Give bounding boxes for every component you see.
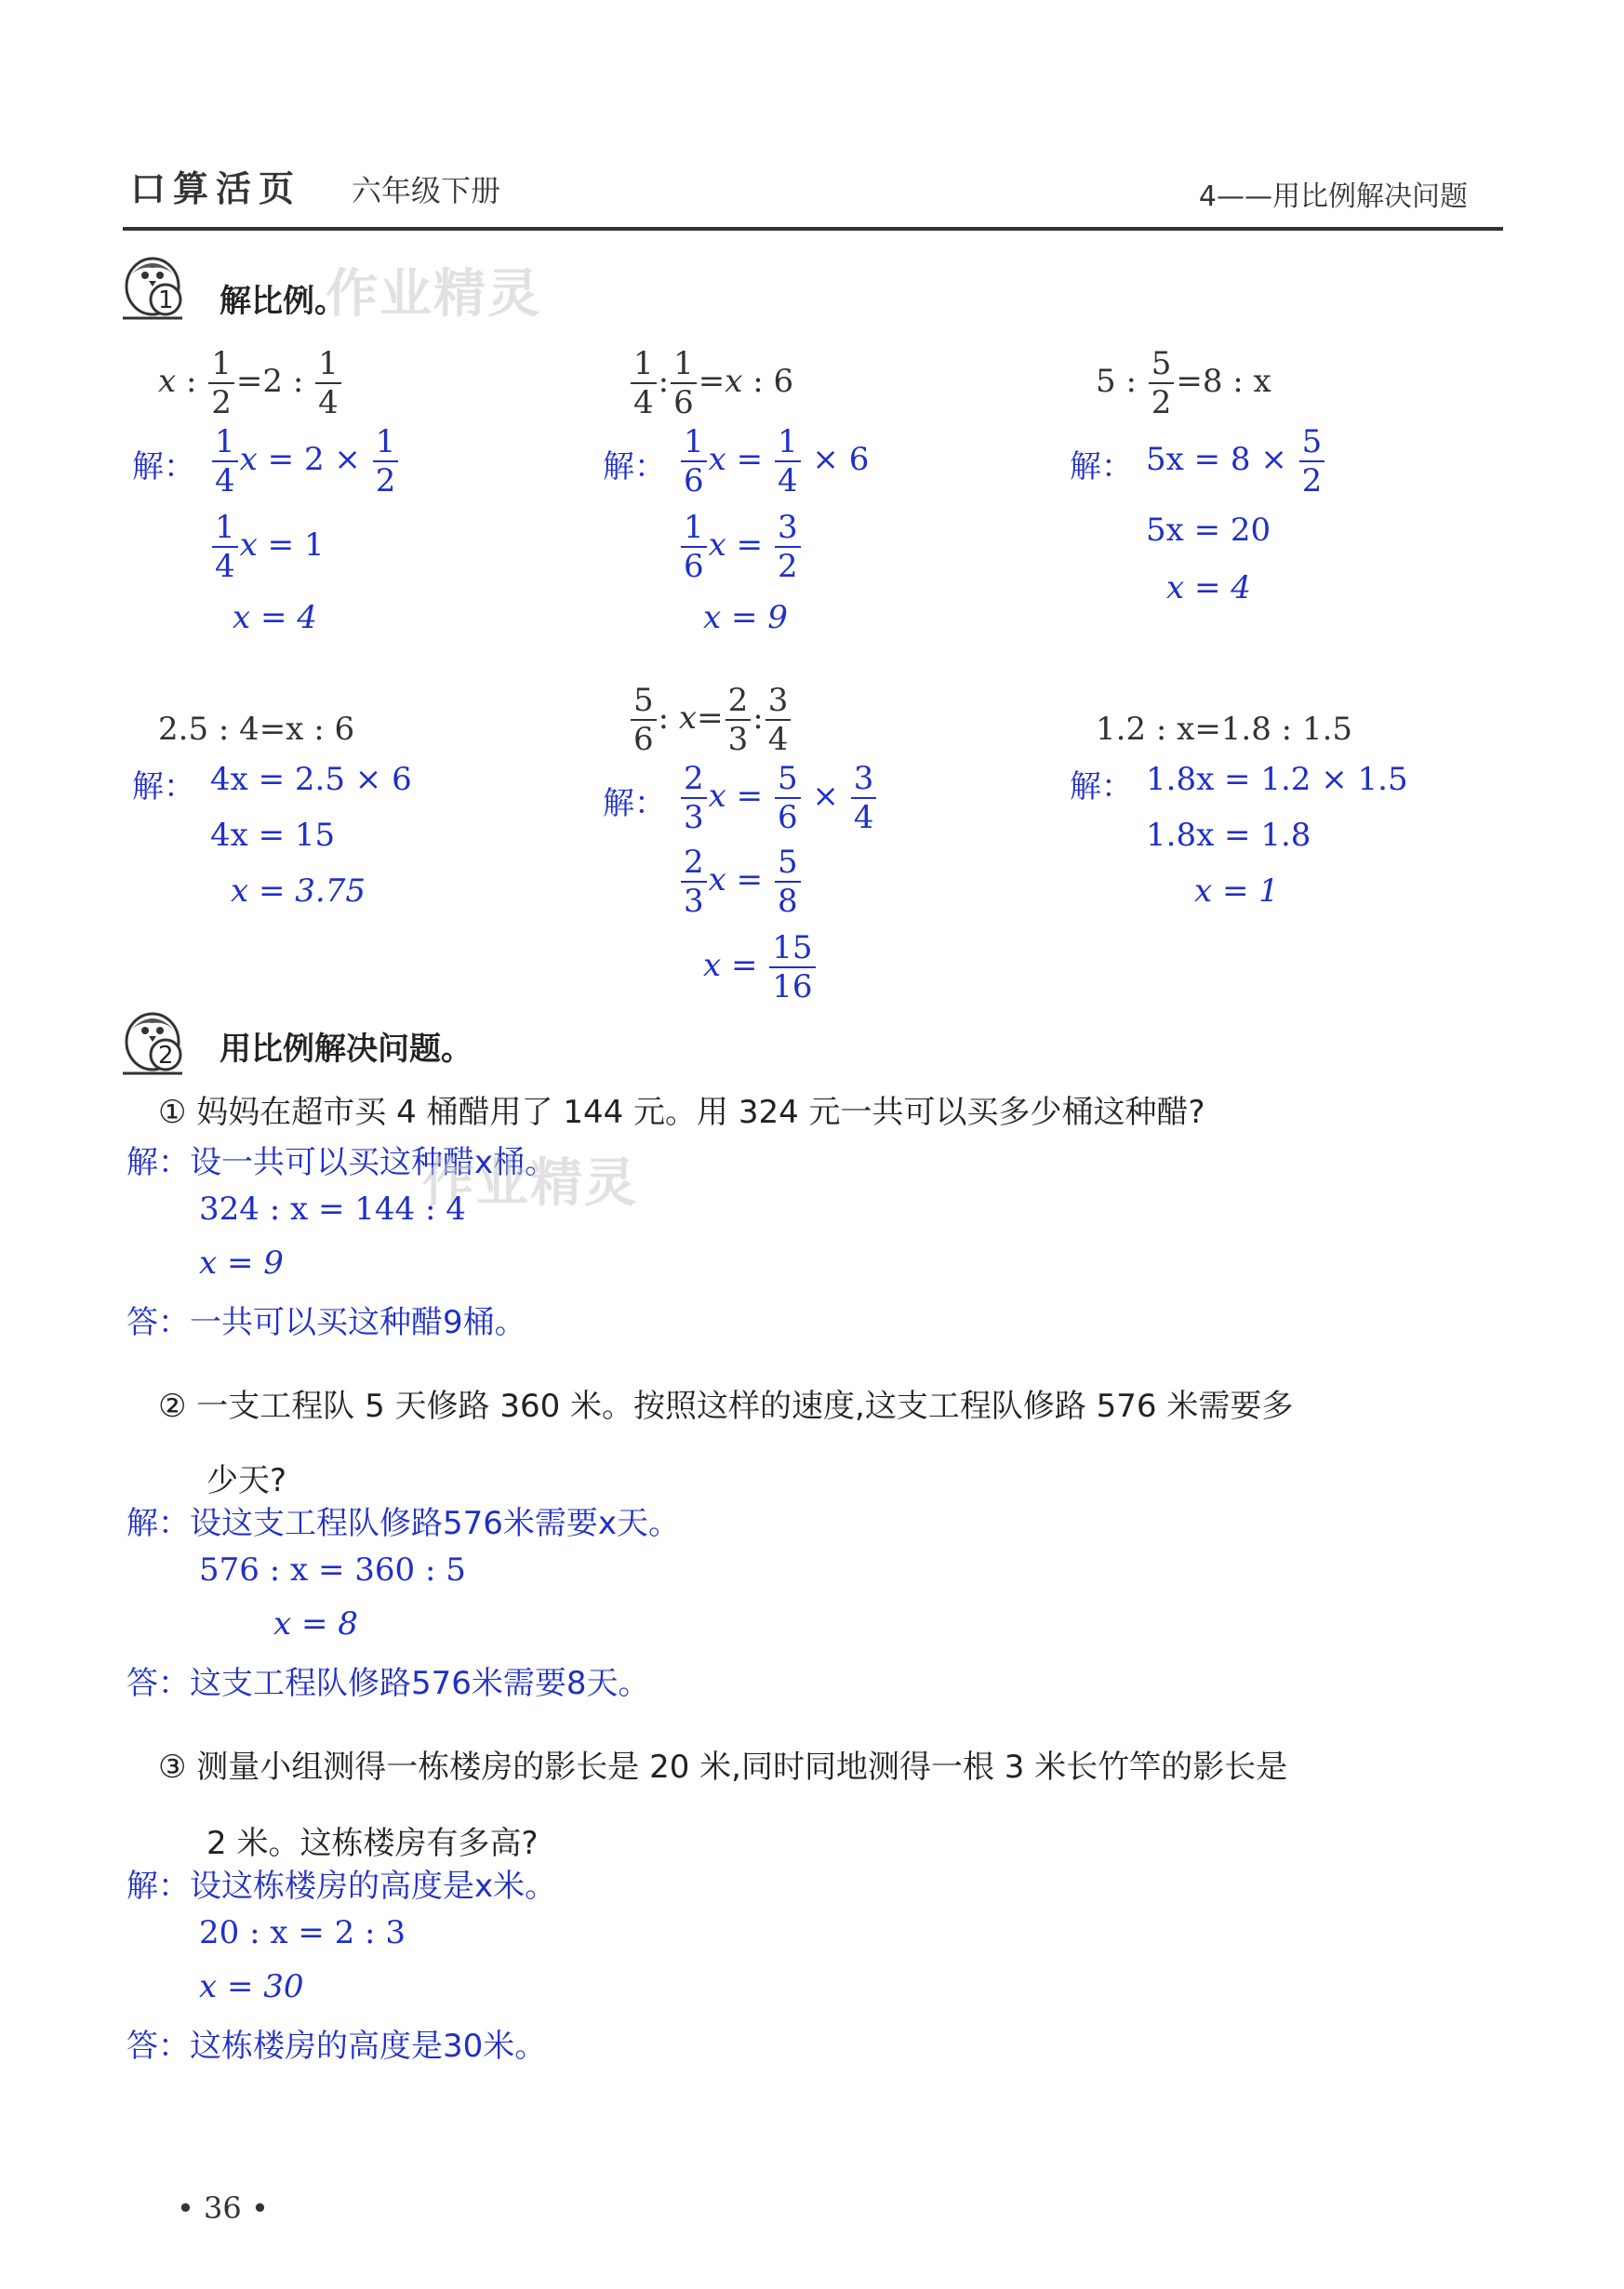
question-3-equation: 20 : x = 2 : 3 xyxy=(199,1914,406,1951)
problem-2-step-2: $\frac{1}{6}$ x = $\frac{3}{2}$ xyxy=(679,512,803,582)
question-3-result: x = 30 xyxy=(199,1968,304,2005)
problem-5-result: x = $\frac{15}{16}$ xyxy=(703,932,818,1003)
problem-6-result: x = 1 xyxy=(1194,872,1279,910)
question-2: ② 一支工程队 5 天修路 360 米。按照这样的速度,这支工程队修路 576 米需要多 xyxy=(158,1388,1294,1425)
book-title: 口算活页 xyxy=(130,167,302,209)
question-1: ① 妈妈在超市买 4 桶醋用了 144 元。用 324 元一共可以买多少桶这种醋? xyxy=(158,1094,1205,1131)
section-number: 2 xyxy=(158,1042,174,1070)
question-2-answer: 答：这支工程队修路576米需要8天。 xyxy=(126,1665,650,1702)
section-number: 1 xyxy=(158,286,174,314)
problem-1: x : $\frac{1}{2}$ =2 : $\frac{1}{4}$ xyxy=(158,348,343,419)
question-3-cont: 2 米。这栋楼房有多高? xyxy=(206,1825,539,1862)
problem-4-step-1: 4x = 2.5 × 6 xyxy=(210,761,412,798)
question-3-answer: 答：这栋楼房的高度是30米。 xyxy=(126,2028,547,2065)
section-2-title: 用比例解决问题。 xyxy=(220,1031,473,1068)
problem-6-step-1: 1.8x = 1.2 × 1.5 xyxy=(1146,761,1408,798)
problem-6-step-2: 1.8x = 1.8 xyxy=(1146,817,1311,854)
solve-label: 解： xyxy=(603,448,666,486)
section-1-title: 解比例。 xyxy=(220,283,346,320)
problem-1-step-2: $\frac{1}{4}$ x = 1 xyxy=(210,512,325,582)
problem-1-step-1: $\frac{1}{4}$ x = 2 × $\frac{1}{2}$ xyxy=(210,426,400,497)
problem-4-result: x = 3.75 xyxy=(231,872,366,910)
problem-3-step-1: 5x = 8 × $\frac{5}{2}$ xyxy=(1146,426,1326,497)
question-2-setup: 解：设这支工程队修路576米需要x天。 xyxy=(126,1505,681,1542)
question-1-result: x = 9 xyxy=(199,1244,284,1282)
problem-5: $\frac{5}{6}$ : x= $\frac{2}{3}$ : $\frac{3}{4}$ xyxy=(629,685,792,755)
problem-6: 1.2 : x=1.8 : 1.5 xyxy=(1096,711,1353,748)
bird-mascot-icon xyxy=(117,253,188,324)
question-1-answer: 答：一共可以买这种醋9桶。 xyxy=(126,1304,526,1341)
problem-2-step-1: $\frac{1}{6}$ x = $\frac{1}{4}$ × 6 xyxy=(679,426,869,497)
problem-4: 2.5 : 4=x : 6 xyxy=(158,711,355,748)
question-1-setup: 解：设一共可以买这种醋x桶。 xyxy=(126,1144,557,1181)
chapter-title: 4——用比例解决问题 xyxy=(1198,180,1468,213)
problem-3: 5 : $\frac{5}{2}$ =8 : x xyxy=(1096,345,1271,421)
watermark: 作业精灵 xyxy=(326,264,541,325)
problem-2: $\frac{1}{4}$ : $\frac{1}{6}$ =x : 6 xyxy=(629,348,793,419)
question-2-cont: 少天? xyxy=(206,1462,287,1499)
solve-label: 解： xyxy=(1070,768,1133,805)
problem-2-result: x = 9 xyxy=(703,599,788,636)
header-divider xyxy=(123,227,1503,231)
problem-3-step-2: 5x = 20 xyxy=(1146,512,1271,549)
problem-4-step-2: 4x = 15 xyxy=(210,817,336,854)
watermark: 作业精灵 xyxy=(422,1153,638,1214)
section-2-badge xyxy=(117,1008,188,1083)
question-3: ③ 测量小组测得一栋楼房的影长是 20 米,同时同地测得一根 3 米长竹竿的影长是 xyxy=(158,1749,1288,1786)
solve-label: 解： xyxy=(1070,448,1133,486)
section-1-badge xyxy=(117,253,188,327)
question-1-equation: 324 : x = 144 : 4 xyxy=(199,1191,466,1228)
problem-1-result: x = 4 xyxy=(233,599,317,636)
page-number: • 36 • xyxy=(177,2190,269,2226)
problem-3-result: x = 4 xyxy=(1166,569,1251,606)
problem-5-step-1: $\frac{2}{3}$ x = $\frac{5}{6}$ × $\frac{3}{4}$ xyxy=(679,763,878,833)
solve-label: 解： xyxy=(132,768,195,805)
question-2-equation: 576 : x = 360 : 5 xyxy=(199,1551,466,1589)
question-3-setup: 解：设这栋楼房的高度是x米。 xyxy=(126,1868,557,1905)
question-2-result: x = 8 xyxy=(273,1605,358,1643)
solve-label: 解： xyxy=(603,785,666,822)
grade-label: 六年级下册 xyxy=(352,173,501,208)
bird-mascot-icon xyxy=(117,1008,188,1079)
solve-label: 解： xyxy=(132,448,195,486)
problem-5-step-2: $\frac{2}{3}$ x = $\frac{5}{8}$ xyxy=(679,846,803,917)
